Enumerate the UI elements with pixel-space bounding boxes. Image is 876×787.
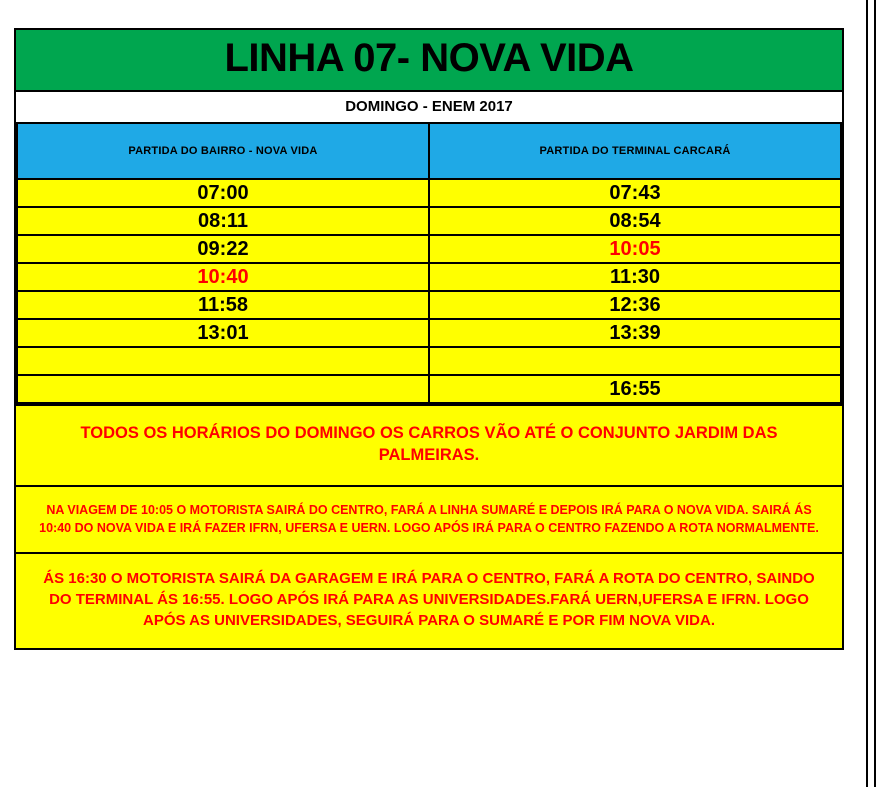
table-row [17,375,841,403]
table-row [17,319,841,347]
cell-departure-terminal: 16:55 [429,375,841,403]
column-header-terminal: PARTIDA DO TERMINAL CARCARÁ [429,124,841,179]
cell-departure-bairro: 11:58 [17,291,429,319]
cell-departure-bairro: 13:01 [17,319,429,347]
cell-departure-terminal: 08:54 [429,207,841,235]
cell-departure-terminal: 07:43 [429,179,841,207]
cell-departure-bairro: 09:22 [17,235,429,263]
table-row [17,291,841,319]
note-all-sunday-trips: TODOS OS HORÁRIOS DO DOMINGO OS CARROS VÃO ATÉ O CONJUNTO JARDIM DAS PALMEIRAS. [16,404,842,485]
bus-schedule-poster [14,28,844,650]
poster-title-bar [16,30,842,92]
page-border-inner [866,0,868,787]
table-row [17,179,841,207]
schedule-table [16,124,842,404]
note-trip-1630: ÁS 16:30 O MOTORISTA SAIRÁ DA GARAGEM E IRÁ PARA O CENTRO, FARÁ A ROTA DO CENTRO, SAINDO DO TERMINAL ÁS 16:55. LOGO APÓS IRÁ PARA AS UNIVERSIDADES.FARÁ UERN,UFERSA E IFRN. LOGO APÓS AS UNIVERSIDADES, SEGUIRÁ PARA O SUMARÉ E POR FIM NOVA VIDA. [16,552,842,648]
table-row [17,207,841,235]
poster-subtitle-bar [16,92,842,124]
cell-departure-terminal: 10:05 [429,235,841,263]
table-row [17,235,841,263]
cell-departure-bairro: 08:11 [17,207,429,235]
table-row [17,263,841,291]
page-title: LINHA 07- NOVA VIDA [224,36,634,80]
cell-departure-terminal: 11:30 [429,263,841,291]
cell-departure-bairro: 10:40 [17,263,429,291]
note-trip-1005: NA VIAGEM DE 10:05 O MOTORISTA SAIRÁ DO CENTRO, FARÁ A LINHA SUMARÉ E DEPOIS IRÁ PARA O NOVA VIDA. SAIRÁ ÁS 10:40 DO NOVA VIDA E IRÁ FAZER IFRN, UFERSA E UERN. LOGO APÓS IRÁ PARA O CENTRO FAZENDO A ROTA NORMALMENTE. [16,485,842,552]
cell-departure-terminal: 12:36 [429,291,841,319]
cell-departure-bairro [17,347,429,375]
cell-departure-terminal [429,347,841,375]
column-header-bairro: PARTIDA DO BAIRRO - NOVA VIDA [17,124,429,179]
cell-departure-bairro: 07:00 [17,179,429,207]
table-header-row [17,124,841,179]
cell-departure-terminal: 13:39 [429,319,841,347]
table-row [17,347,841,375]
schedule-table-body [17,179,841,403]
cell-departure-bairro [17,375,429,403]
poster-subtitle: DOMINGO - ENEM 2017 [345,98,513,115]
